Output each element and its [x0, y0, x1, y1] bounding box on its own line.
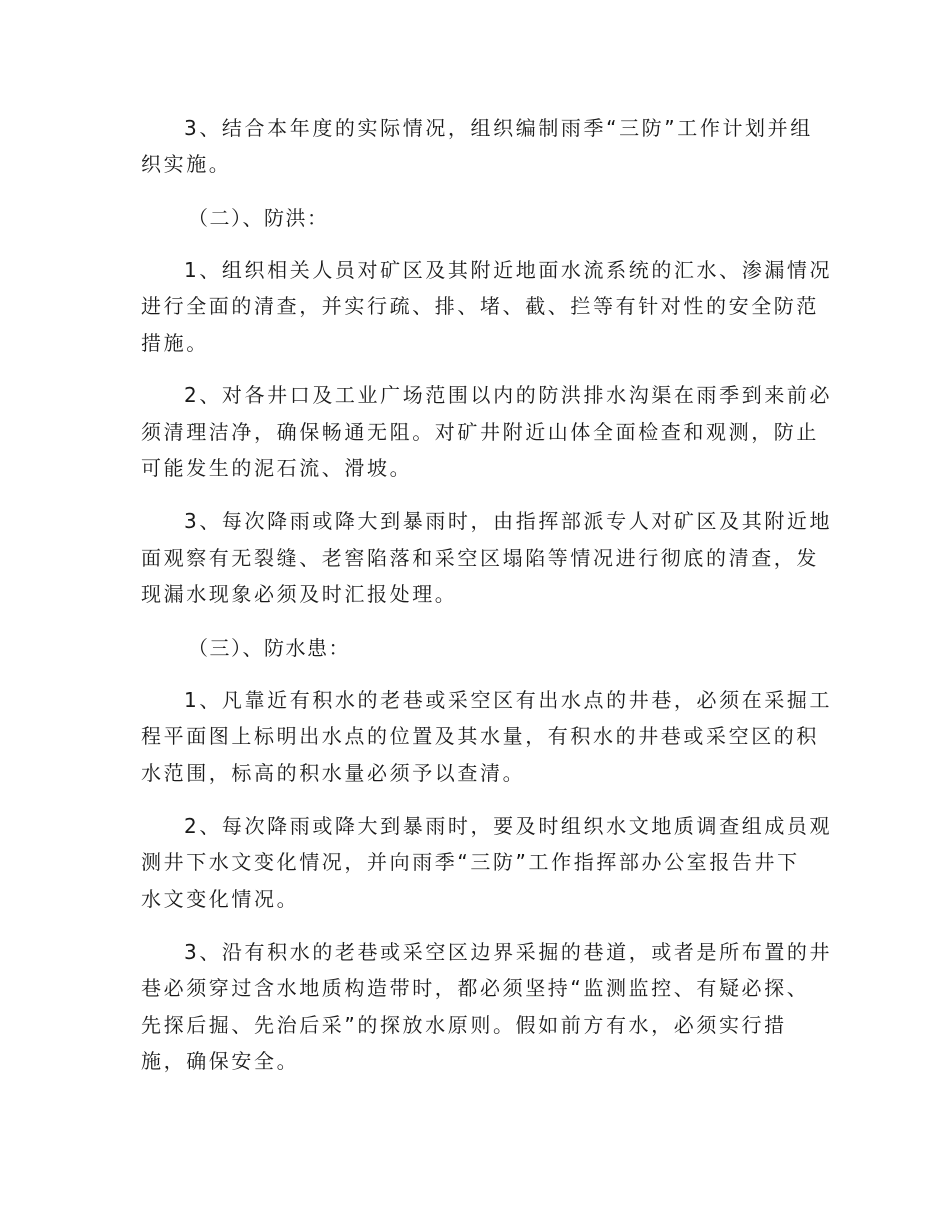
- s2-item2-line2: 须清理洁净，确保畅通无阻。对矿井附近山体全面检查和观测，防止: [141, 420, 819, 444]
- s3-item3-line2: 巷必须穿过含水地质构造带时，都必须坚持“监测监控、有疑必探、: [141, 976, 810, 1000]
- s2-item2-line3: 可能发生的泥石流、滑坡。: [141, 456, 413, 480]
- s2-item1-line1: 1、组织相关人员对矿区及其附近地面水流系统的汇水、渗漏情况: [184, 258, 833, 282]
- s3-item1-line1: 1、凡靠近有积水的老巷或采空区有出水点的井巷，必须在采掘工: [184, 688, 833, 712]
- s3-item3-line4: 施，确保安全。: [141, 1049, 300, 1073]
- s3-item1-line2: 程平面图上标明出水点的位置及其水量，有积水的井巷或采空区的积: [141, 724, 819, 748]
- s3-item2-line1: 2、每次降雨或降大到暴雨时，要及时组织水文地质调查组成员观: [184, 814, 833, 838]
- s1-item3-line1: 3、结合本年度的实际情况，组织编制雨季“三防”工作计划并组: [184, 116, 813, 140]
- s3-item2-line2: 测井下水文变化情况，并向雨季“三防”工作指挥部办公室报告井下: [141, 850, 800, 874]
- s3-item2-line3: 水文变化情况。: [141, 887, 300, 911]
- s1-item3-line2: 织实施。: [141, 152, 232, 176]
- s2-item3-line2: 面观察有无裂缝、老窖陷落和采空区塌陷等情况进行彻底的清查，发: [141, 546, 819, 570]
- section-heading-flood: （二）、防洪：: [188, 206, 329, 230]
- section-heading-water-hazard: （三）、防水患：: [188, 636, 350, 660]
- s3-item3-line1: 3、沿有积水的老巷或采空区边界采掘的巷道，或者是所布置的井: [184, 940, 833, 964]
- s2-item3-line1: 3、每次降雨或降大到暴雨时，由指挥部派专人对矿区及其附近地: [184, 509, 833, 533]
- s3-item1-line3: 水范围，标高的积水量必须予以查清。: [141, 761, 526, 785]
- s2-item1-line2: 进行全面的清查，并实行疏、排、堵、截、拦等有针对性的安全防范: [141, 294, 819, 318]
- s3-item3-line3: 先探后掘、先治后采”的探放水原则。假如前方有水，必须实行措: [141, 1013, 787, 1037]
- s2-item2-line1: 2、对各井口及工业广场范围以内的防洪排水沟渠在雨季到来前必: [184, 383, 833, 407]
- s2-item3-line3: 现漏水现象必须及时汇报处理。: [141, 582, 458, 606]
- s2-item1-line3: 措施。: [141, 331, 209, 355]
